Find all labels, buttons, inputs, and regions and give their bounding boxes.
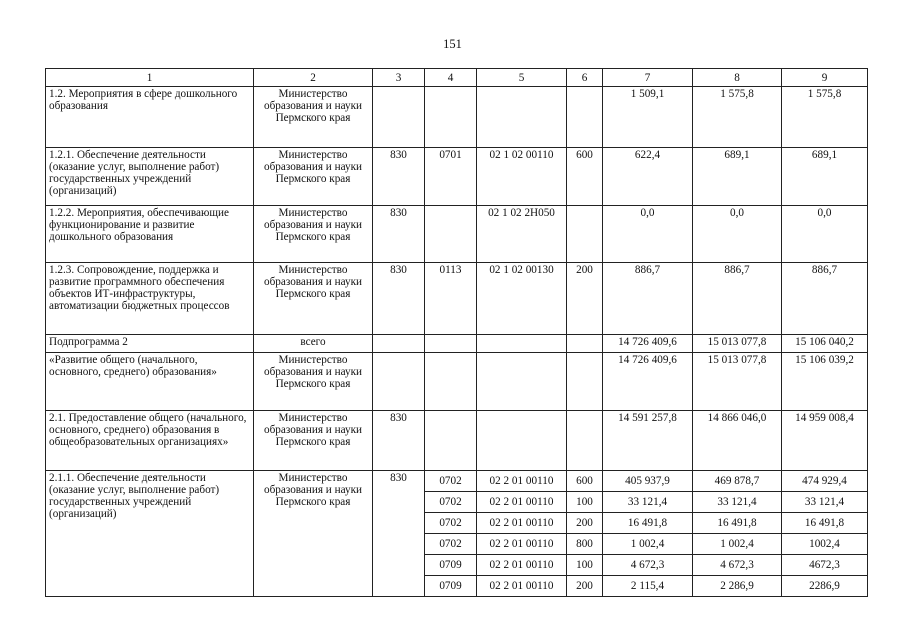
cell-section-code	[425, 206, 477, 263]
cell-expense-type	[567, 335, 603, 353]
cell-section-code: 0709	[425, 576, 477, 597]
cell-expense-type	[567, 353, 603, 411]
cell-value-8: 469 878,7	[693, 471, 782, 492]
cell-value-8: 4 672,3	[693, 555, 782, 576]
cell-value-9: 4672,3	[782, 555, 868, 576]
row-responsible: Министерство образования и науки Пермского края	[254, 411, 373, 471]
cell-value-9: 2286,9	[782, 576, 868, 597]
cell-value-7: 14 591 257,8	[603, 411, 693, 471]
cell-value-8: 886,7	[693, 263, 782, 335]
row-responsible: Министерство образования и науки Пермского края	[254, 206, 373, 263]
cell-section-code	[425, 335, 477, 353]
cell-value-8: 689,1	[693, 148, 782, 206]
cell-value-7: 886,7	[603, 263, 693, 335]
cell-value-9: 0,0	[782, 206, 868, 263]
col-header: 5	[477, 69, 567, 87]
cell-value-9: 1002,4	[782, 534, 868, 555]
row-responsible: Министерство образования и науки Пермского края	[254, 263, 373, 335]
row-responsible: Министерство образования и науки Пермского края	[254, 87, 373, 148]
cell-value-8: 15 013 077,8	[693, 335, 782, 353]
cell-section-code: 0702	[425, 513, 477, 534]
cell-expense-type: 100	[567, 492, 603, 513]
table-row	[46, 471, 868, 492]
cell-section-code: 0702	[425, 471, 477, 492]
table-row	[46, 87, 868, 148]
row-description: 1.2.3. Сопровождение, поддержка и развитие программного обеспечения объектов ИТ-инфраструктуры, автоматизации бюджетных процессов	[46, 263, 254, 335]
cell-section-code: 0702	[425, 492, 477, 513]
cell-value-8: 33 121,4	[693, 492, 782, 513]
cell-value-8: 0,0	[693, 206, 782, 263]
row-description: «Развитие общего (начального, основного, среднего) образования»	[46, 353, 254, 411]
cell-admin-code: 830	[373, 471, 425, 597]
cell-value-9: 14 959 008,4	[782, 411, 868, 471]
cell-section-code: 0701	[425, 148, 477, 206]
cell-value-7: 1 002,4	[603, 534, 693, 555]
cell-admin-code: 830	[373, 263, 425, 335]
cell-value-7: 4 672,3	[603, 555, 693, 576]
cell-value-7: 405 937,9	[603, 471, 693, 492]
cell-value-8: 1 575,8	[693, 87, 782, 148]
cell-admin-code	[373, 87, 425, 148]
col-header: 9	[782, 69, 868, 87]
cell-target-code: 02 2 01 00110	[477, 555, 567, 576]
cell-section-code: 0709	[425, 555, 477, 576]
cell-target-code: 02 2 01 00110	[477, 534, 567, 555]
row-description: 2.1.1. Обеспечение деятельности (оказание услуг, выполнение работ) государственных учреждений (организаций)	[46, 471, 254, 597]
cell-value-7: 0,0	[603, 206, 693, 263]
cell-expense-type: 600	[567, 148, 603, 206]
row-responsible: Министерство образования и науки Пермского края	[254, 471, 373, 597]
cell-value-7: 622,4	[603, 148, 693, 206]
cell-value-9: 1 575,8	[782, 87, 868, 148]
cell-section-code: 0702	[425, 534, 477, 555]
col-header: 1	[46, 69, 254, 87]
row-description: 2.1. Предоставление общего (начального, основного, среднего) образования в общеобразовательных организациях»	[46, 411, 254, 471]
cell-target-code	[477, 87, 567, 148]
cell-admin-code: 830	[373, 148, 425, 206]
cell-expense-type: 200	[567, 263, 603, 335]
cell-target-code: 02 1 02 00110	[477, 148, 567, 206]
row-responsible: Министерство образования и науки Пермского края	[254, 353, 373, 411]
cell-admin-code	[373, 335, 425, 353]
cell-value-8: 14 866 046,0	[693, 411, 782, 471]
cell-admin-code: 830	[373, 411, 425, 471]
budget-table	[45, 68, 868, 597]
cell-value-8: 15 013 077,8	[693, 353, 782, 411]
row-responsible: всего	[254, 335, 373, 353]
row-description: 1.2.2. Мероприятия, обеспечивающие функционирование и развитие дошкольного образования	[46, 206, 254, 263]
col-header: 2	[254, 69, 373, 87]
page-number: 151	[443, 37, 462, 51]
cell-expense-type: 800	[567, 534, 603, 555]
col-header: 6	[567, 69, 603, 87]
cell-expense-type: 200	[567, 576, 603, 597]
cell-target-code: 02 1 02 2Н050	[477, 206, 567, 263]
cell-expense-type: 100	[567, 555, 603, 576]
cell-value-8: 1 002,4	[693, 534, 782, 555]
cell-expense-type	[567, 87, 603, 148]
cell-value-7: 33 121,4	[603, 492, 693, 513]
row-responsible: Министерство образования и науки Пермского края	[254, 148, 373, 206]
cell-value-7: 14 726 409,6	[603, 335, 693, 353]
cell-value-7: 16 491,8	[603, 513, 693, 534]
cell-value-9: 886,7	[782, 263, 868, 335]
row-description: 1.2.1. Обеспечение деятельности (оказание услуг, выполнение работ) государственных учреждений (организаций)	[46, 148, 254, 206]
cell-value-9: 15 106 039,2	[782, 353, 868, 411]
cell-target-code: 02 1 02 00130	[477, 263, 567, 335]
col-header: 8	[693, 69, 782, 87]
cell-value-7: 14 726 409,6	[603, 353, 693, 411]
cell-expense-type	[567, 206, 603, 263]
cell-value-9: 474 929,4	[782, 471, 868, 492]
cell-target-code: 02 2 01 00110	[477, 513, 567, 534]
cell-section-code	[425, 411, 477, 471]
col-header: 3	[373, 69, 425, 87]
cell-value-9: 33 121,4	[782, 492, 868, 513]
cell-value-7: 2 115,4	[603, 576, 693, 597]
cell-section-code	[425, 353, 477, 411]
cell-value-7: 1 509,1	[603, 87, 693, 148]
cell-value-9: 689,1	[782, 148, 868, 206]
table-row	[46, 148, 868, 206]
cell-target-code: 02 2 01 00110	[477, 492, 567, 513]
cell-expense-type: 600	[567, 471, 603, 492]
table-row	[46, 263, 868, 335]
table-row	[46, 411, 868, 471]
row-description: 1.2. Мероприятия в сфере дошкольного образования	[46, 87, 254, 148]
cell-section-code: 0113	[425, 263, 477, 335]
cell-value-8: 16 491,8	[693, 513, 782, 534]
cell-expense-type: 200	[567, 513, 603, 534]
cell-value-9: 15 106 040,2	[782, 335, 868, 353]
cell-value-9: 16 491,8	[782, 513, 868, 534]
cell-value-8: 2 286,9	[693, 576, 782, 597]
cell-expense-type	[567, 411, 603, 471]
cell-admin-code	[373, 353, 425, 411]
cell-target-code: 02 2 01 00110	[477, 576, 567, 597]
cell-target-code	[477, 335, 567, 353]
cell-section-code	[425, 87, 477, 148]
row-description: Подпрограмма 2	[46, 335, 254, 353]
cell-admin-code: 830	[373, 206, 425, 263]
table-row	[46, 206, 868, 263]
cell-target-code	[477, 353, 567, 411]
col-header: 4	[425, 69, 477, 87]
cell-target-code: 02 2 01 00110	[477, 471, 567, 492]
cell-target-code	[477, 411, 567, 471]
table-row	[46, 335, 868, 353]
col-header: 7	[603, 69, 693, 87]
header-row	[46, 69, 868, 87]
table-row	[46, 353, 868, 411]
